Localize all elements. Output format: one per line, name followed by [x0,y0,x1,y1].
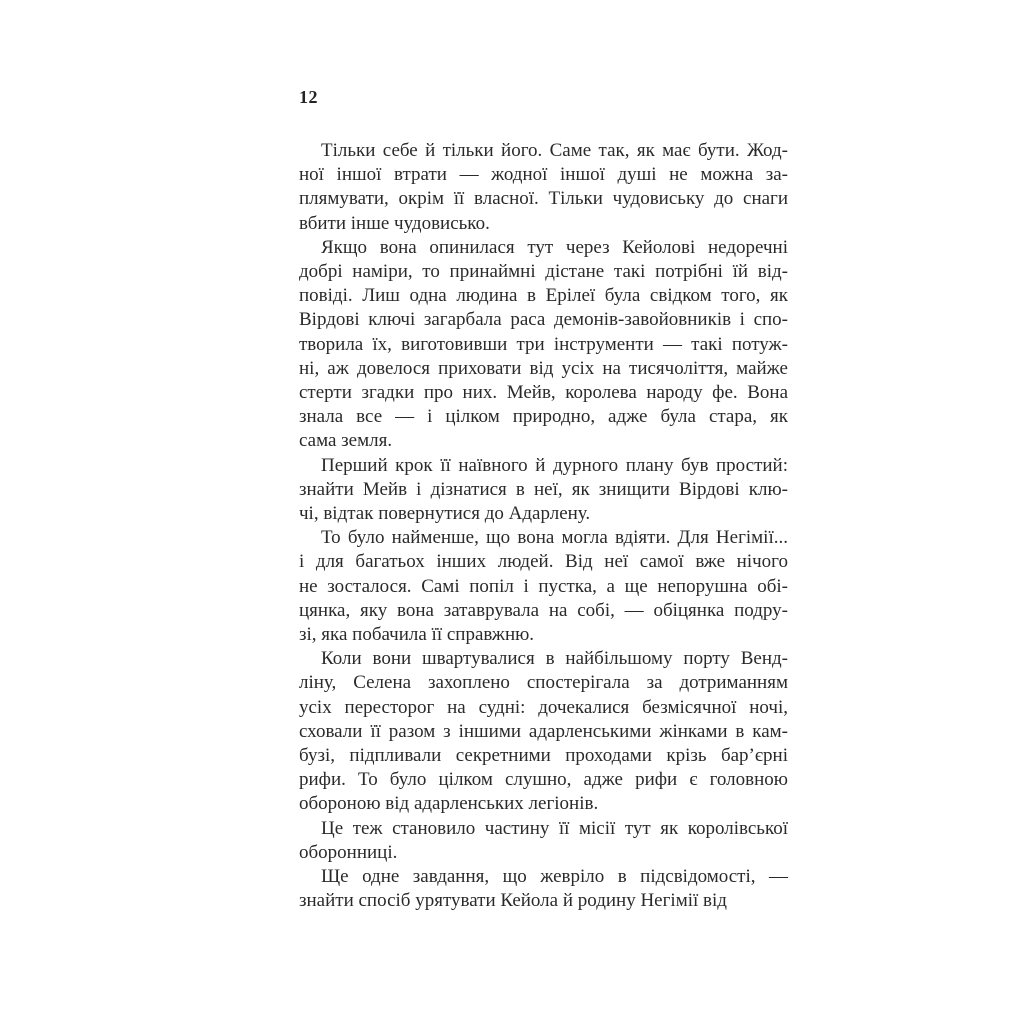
text-line: ліну, Селена захоплено спостерігала за дотриманням [299,672,788,694]
text-line: Вірдові ключі загарбала раса демонів-завойовників і спо- [299,309,788,331]
text-line: цянка, яку вона затаврувала на собі, — обіцянка подру- [299,599,788,621]
text-line: Ще одне завдання, що жевріло в підсвідомості, — [321,866,788,888]
text-line: плямувати, окрім її власної. Тільки чудовиську до снаги [299,188,788,210]
text-line: знайти спосіб урятувати Кейола й родину Негімії від [299,890,727,912]
paragraph [299,139,788,236]
text-line: Перший крок її наївного й дурного плану був простий: [321,454,788,476]
text-line: сама земля. [299,430,393,452]
paragraph [299,454,788,527]
page-number: 12 [299,87,318,107]
text-line: чі, відтак повернутися до Адарлену. [299,503,591,525]
text-line: повіді. Лиш одна людина в Ерілеї була свідком того, як [299,285,788,307]
text-line: Коли вони швартувалися в найбільшому порту Венд- [321,648,788,670]
text-line: рифи. То було цілком слушно, адже рифи є головною [299,769,788,791]
text-line: зі, яка побачила її справжню. [299,624,535,646]
text-line: стерти згадки про них. Мейв, королева народу фе. Вона [299,382,788,404]
paragraph [299,647,788,816]
paragraph [299,817,788,865]
text-line: добрі наміри, то принаймні дістане такі потрібні їй від- [299,261,788,283]
text-line: бузі, підпливали секретними проходами крізь бар’єрні [299,745,788,767]
text-line: вбити інше чудовисько. [299,212,490,234]
paragraph [299,526,788,647]
paragraph [299,865,788,913]
text-line: Це теж становило частину її місії тут як королівської [321,817,788,839]
text-line: і для багатьох інших людей. Від неї самої вже нічого [299,551,788,573]
text-line: знала все — і цілком природно, адже була стара, як [299,406,788,428]
text-line: ної іншої втрати — жодної іншої душі не можна за- [299,164,788,186]
text-line: знайти Мейв і дізнатися в неї, як знищити Вірдові клю- [299,478,788,500]
text-line: творила їх, виготовивши три інструменти — такі потуж- [299,333,788,355]
text-line: Якщо вона опинилася тут через Кейолові недоречні [321,236,788,258]
paragraph [299,236,788,454]
text-line: сховали її разом з іншими адарленськими жінками в кам- [299,720,788,742]
text-line: Тільки себе й тільки його. Саме так, як має бути. Жод- [321,140,788,161]
text-line: не зосталося. Самі попіл і пустка, а ще непорушна обі- [299,575,788,597]
text-line: усіх пересторог на судні: дочекалися безмісячної ночі, [299,696,788,718]
text-line: оборонниці. [299,841,398,863]
text-line: ні, аж довелося приховати від усіх на тисячоліття, майже [299,357,788,379]
text-line: То було найменше, що вона могла вдіяти. Для Негімії... [321,527,788,549]
text-line: обороною від адарленських легіонів. [299,793,599,815]
text-block [299,139,788,914]
